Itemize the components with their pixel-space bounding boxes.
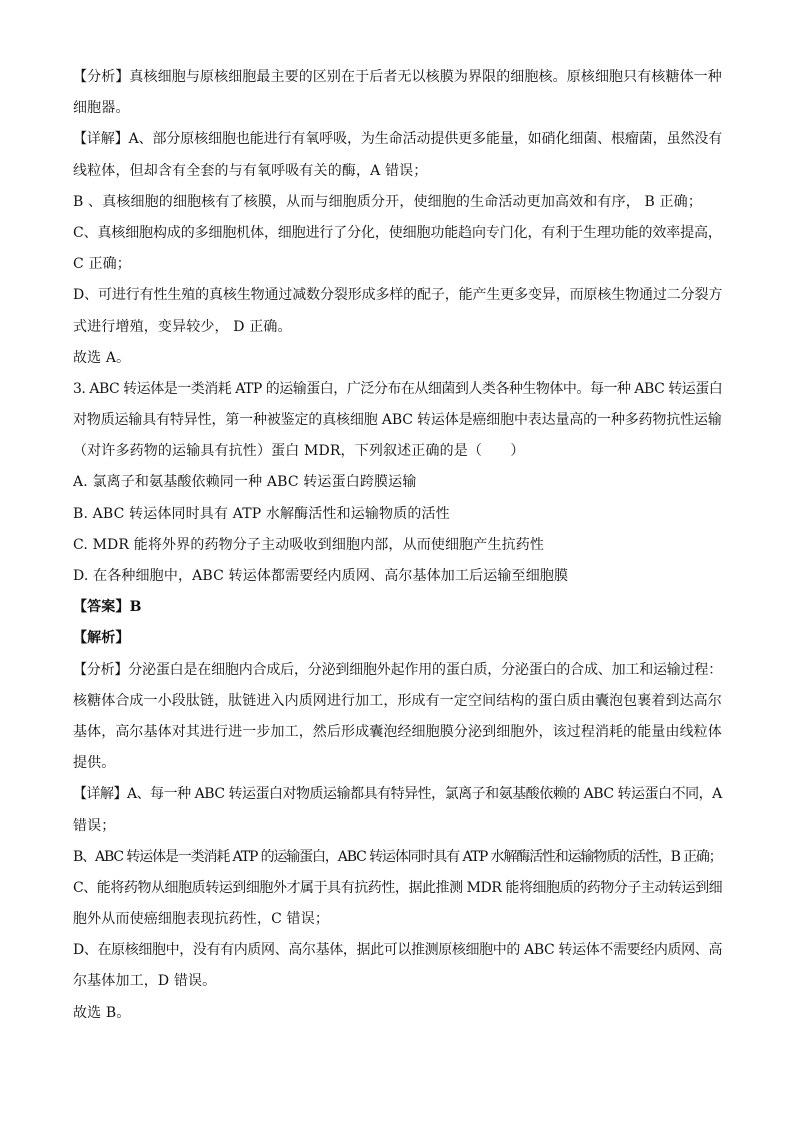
text-line: 尔基体加工，D 错误。 bbox=[73, 973, 217, 990]
text-line: 故选 B。 bbox=[73, 1004, 131, 1021]
text-line: B、ABC 转运体是一类消耗 ATP 的运输蛋白，ABC 转运体同时具有 ATP 水解酶活性和运输物质的活性，B 正确； bbox=[73, 848, 722, 865]
text-line: C 正确； bbox=[73, 256, 131, 273]
text-line: 对物质运输具有特异性，第一种被鉴定的真核细胞 ABC 转运体是癌细胞中表达量高的一种多药物抗性运输 bbox=[73, 412, 722, 429]
text-line: D. 在各种细胞中，ABC 转运体都需要经内质网、高尔基体加工后运输至细胞膜 bbox=[73, 568, 569, 584]
text-line: 【解析】 bbox=[73, 630, 130, 647]
text-line: C、真核细胞构成的多细胞机体，细胞进行了分化，使细胞功能趋向专门化，有利于生理功能的效率提高， bbox=[73, 224, 722, 241]
text-line: D、在原核细胞中，没有有内质网、高尔基体，据此可以推测原核细胞中的 ABC 转运体不需要经内质网、高 bbox=[73, 942, 722, 959]
text-line: 线粒体，但却含有全套的与有氧呼吸有关的酶，A 错误； bbox=[73, 162, 428, 179]
text-line: 【详解】A、部分原核细胞也能进行有氧呼吸，为生命活动提供更多能量，如硝化细菌、根瘤菌，虽然没有 bbox=[73, 131, 723, 148]
text-line: D、可进行有性生殖的真核生物通过减数分裂形成多样的配子，能产生更多变异，而原核生物通过二分裂方 bbox=[73, 287, 723, 304]
text-line: C、能将药物从细胞质转运到细胞外才属于具有抗药性，据此推测 MDR 能将细胞质的药物分子主动转运到细 bbox=[73, 879, 723, 896]
text-line: （对许多药物的运输具有抗性）蛋白 MDR，下列叙述正确的是（ ） bbox=[73, 443, 525, 460]
text-line: 【答案】B bbox=[73, 599, 142, 616]
text-line: 基体，高尔基体对其进行进一步加工，然后形成囊泡经细胞膜分泌到细胞外，该过程消耗的能量由线粒体 bbox=[73, 723, 722, 740]
text-line: A. 氯离子和氨基酸依赖同一种 ABC 转运蛋白跨膜运输 bbox=[73, 474, 417, 491]
text-line: 式进行增殖，变异较少， D 正确。 bbox=[73, 318, 292, 335]
text-line: C. MDR 能将外界的药物分子主动吸收到细胞内部，从而使细胞产生抗药性 bbox=[73, 536, 545, 553]
text-line: 核糖体合成一小段肽链，肽链进入内质网进行加工，形成有一定空间结构的蛋白质由囊泡包裹着到达高尔 bbox=[73, 692, 722, 709]
text-line: 提供。 bbox=[73, 755, 116, 772]
text-line: 3. ABC 转运体是一类消耗 ATP 的运输蛋白，广泛分布在从细菌到人类各种生物体中。每一种 ABC 转运蛋白 bbox=[73, 380, 723, 397]
text-line: 错误； bbox=[73, 817, 116, 834]
text-line: 【分析】真核细胞与原核细胞最主要的区别在于后者无以核膜为界限的细胞核。原核细胞只有核糖体一种 bbox=[73, 69, 722, 85]
text-line: 【详解】A、每一种 ABC 转运蛋白对物质运输都具有特异性，氯离子和氨基酸依赖的 ABC 转运蛋白不同，A bbox=[73, 786, 722, 803]
text-line: 胞外从而使癌细胞表现抗药性，C 错误； bbox=[73, 911, 330, 928]
text-line: B 、真核细胞的细胞核有了核膜，从而与细胞质分开，使细胞的生命活动更加高效和有序， B 正确； bbox=[73, 193, 702, 210]
text-line: B. ABC 转运体同时具有 ATP 水解酶活性和运输物质的活性 bbox=[73, 505, 450, 522]
document-body bbox=[73, 62, 723, 1029]
text-line: 故选 A。 bbox=[73, 349, 131, 366]
text-line: 细胞器。 bbox=[73, 100, 130, 117]
text-line: 【分析】分泌蛋白是在细胞内合成后，分泌到细胞外起作用的蛋白质，分泌蛋白的合成、加工和运输过程： bbox=[73, 661, 723, 678]
